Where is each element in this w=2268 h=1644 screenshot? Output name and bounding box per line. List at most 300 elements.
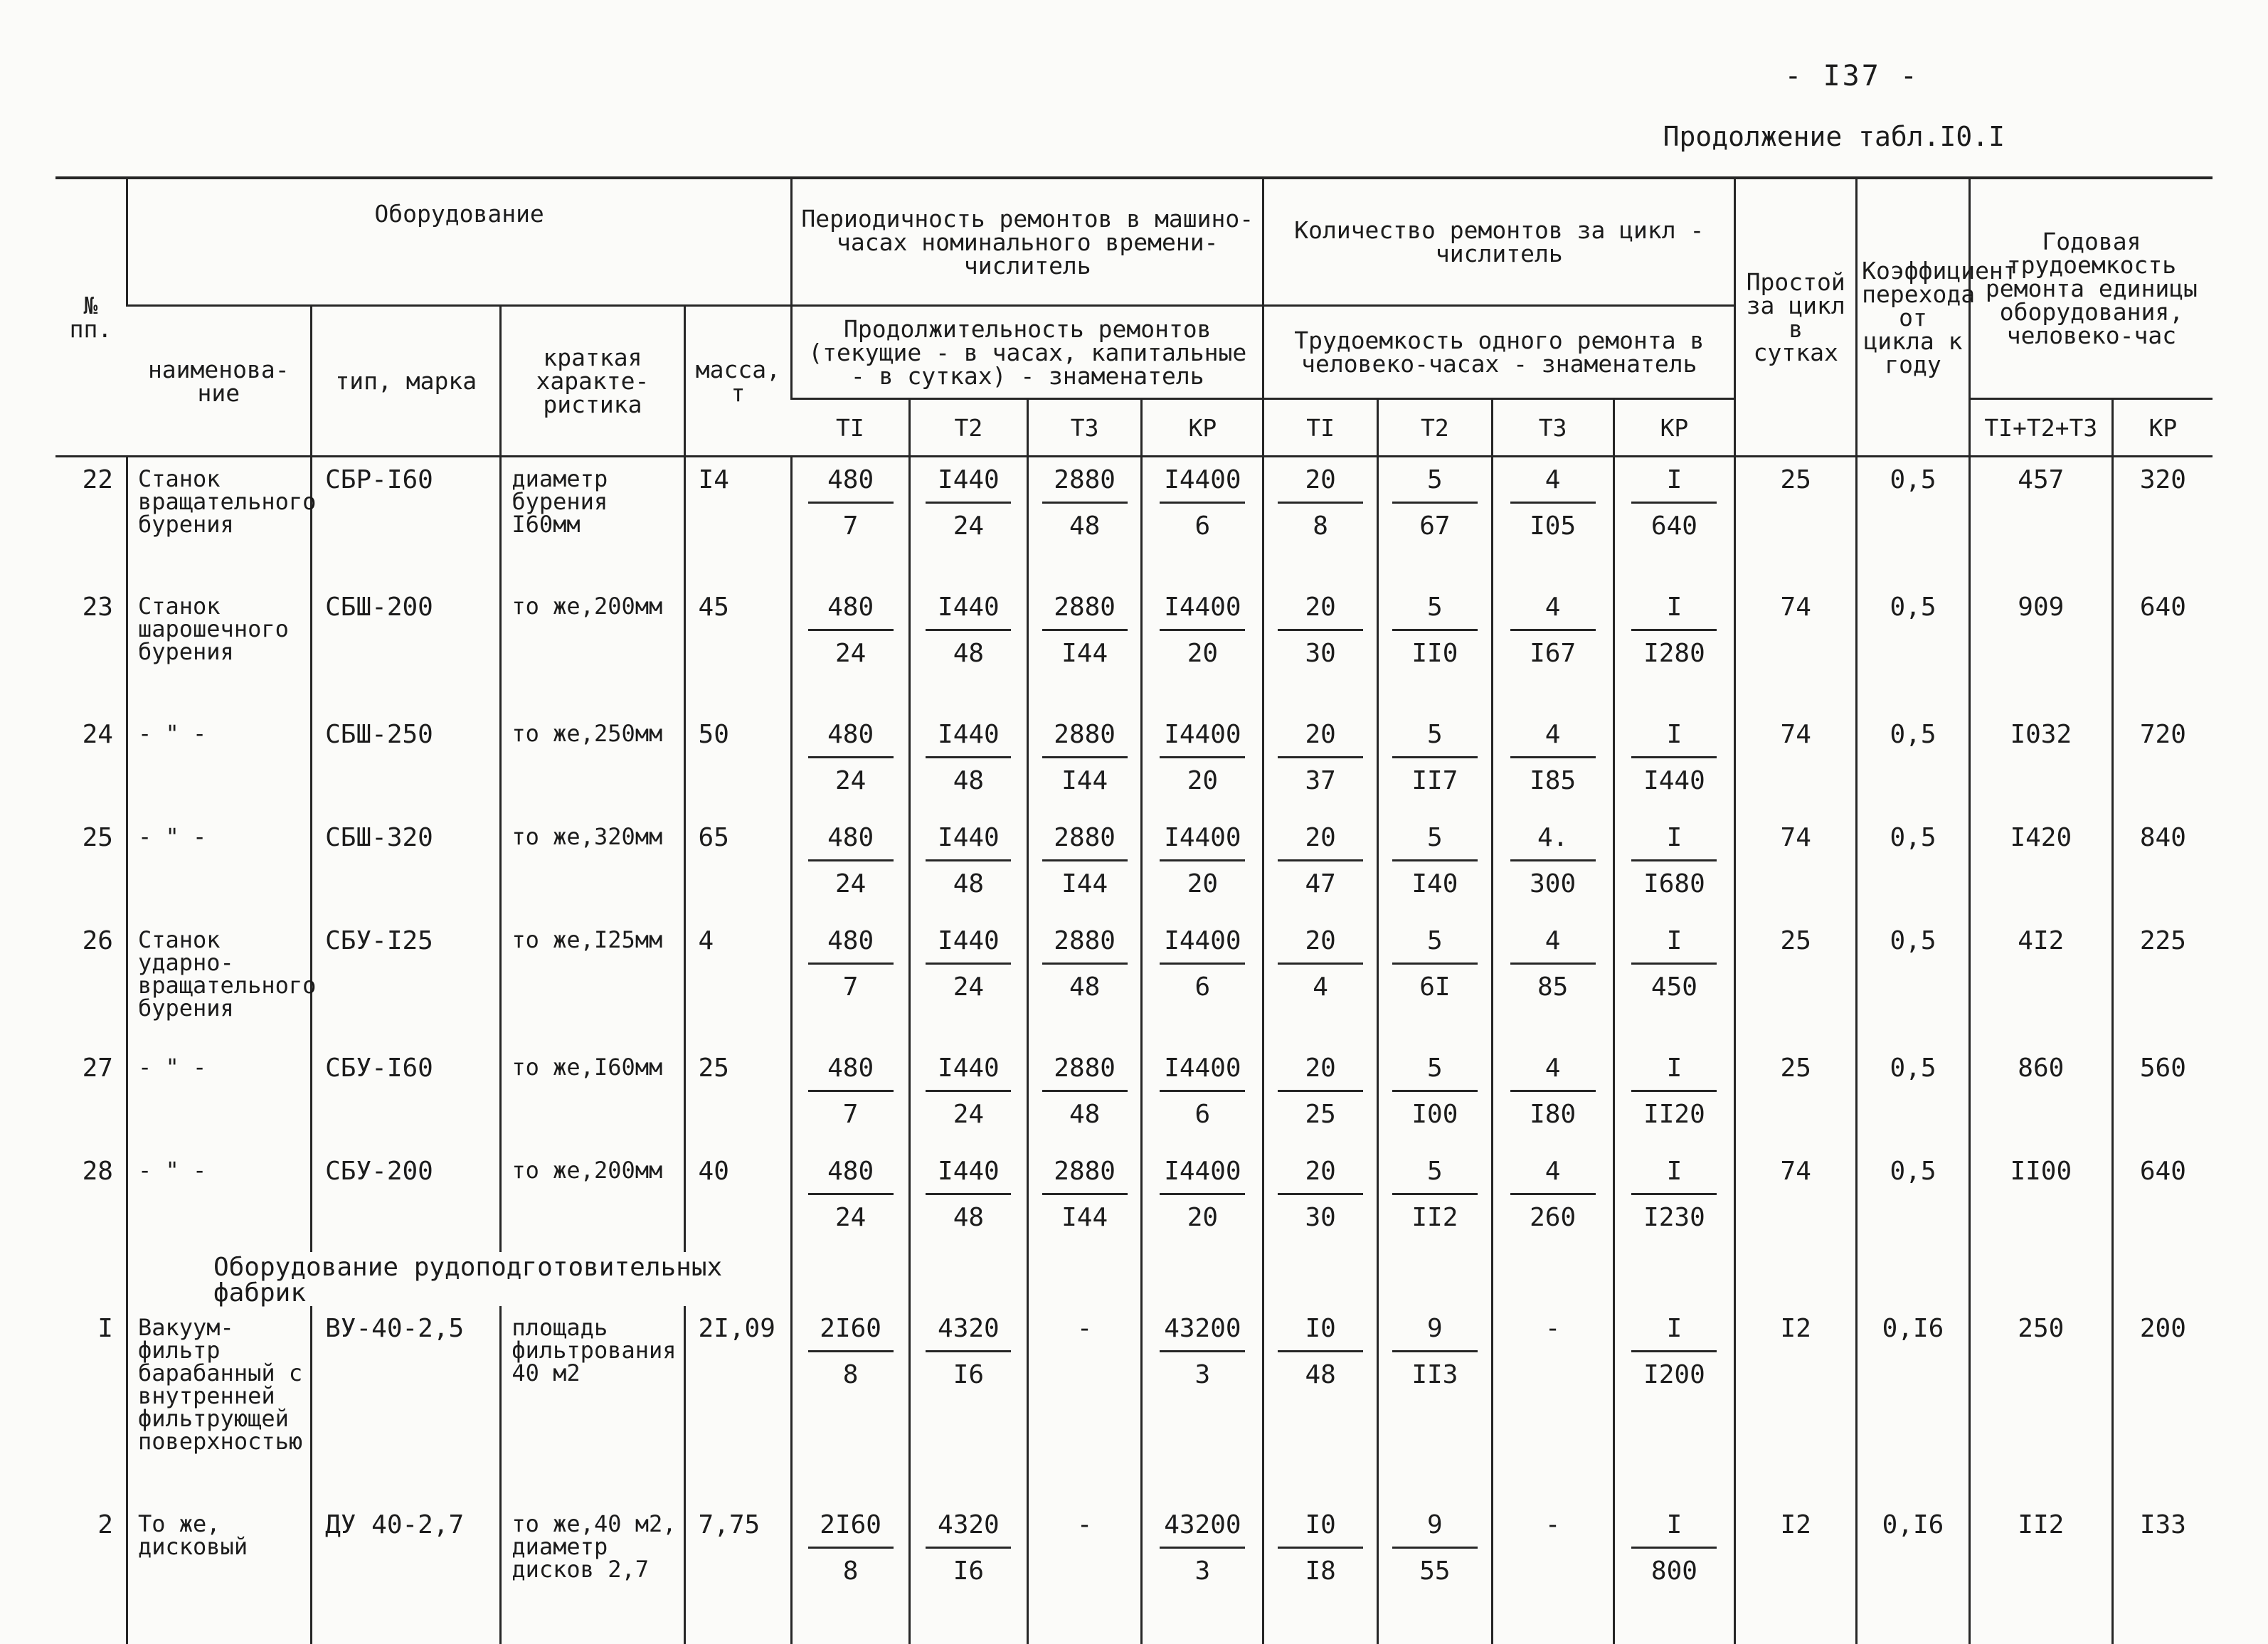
fraction-numerator: 2I60 (793, 1316, 908, 1342)
fraction-denominator: 55 (1379, 1559, 1491, 1584)
count-labor-cell (1263, 1149, 1378, 1252)
fraction-denominator: 800 (1615, 1559, 1734, 1584)
fraction-numerator: 4320 (911, 1316, 1027, 1342)
count-labor-cell (1263, 712, 1378, 815)
fraction-bar (1042, 756, 1128, 758)
fraction-bar (1278, 1547, 1363, 1549)
fraction-denominator: I44 (1029, 768, 1141, 794)
fraction-denominator: 25 (1264, 1102, 1377, 1128)
periodicity-cell (1027, 585, 1142, 712)
continuation-label: Продолжение табл.I0.I (1663, 121, 2005, 152)
fraction-numerator: I4400 (1143, 1159, 1262, 1184)
fraction-bar (1631, 859, 1717, 861)
header-annual: Годовая трудоемкость ремонта единицы оборудования, человеко-час (1969, 178, 2213, 399)
fraction-denominator: 4 (1264, 975, 1377, 1000)
fraction-numerator: 2880 (1029, 928, 1141, 954)
fraction-bar (926, 859, 1011, 861)
count-labor-cell (1492, 1149, 1613, 1252)
count-labor-cell (1263, 585, 1378, 712)
equipment-mass: 65 (684, 815, 792, 918)
count-labor-cell (1613, 1046, 1735, 1149)
count-labor-cell (1263, 1046, 1378, 1149)
fraction-numerator: 4 (1493, 1159, 1613, 1184)
fraction-numerator: 2880 (1029, 467, 1141, 493)
table-row (55, 918, 2213, 1046)
fraction-denominator: 8 (793, 1559, 908, 1584)
fraction-numerator: 480 (793, 825, 908, 851)
periodicity-cell (1142, 1149, 1263, 1252)
fraction-numerator: I4400 (1143, 722, 1262, 748)
fraction-numerator: 5 (1379, 595, 1491, 620)
periodicity-cell (1027, 918, 1142, 1046)
fraction-denominator: 48 (911, 871, 1027, 897)
periodicity-cell (792, 918, 910, 1046)
downtime-value: 74 (1735, 1149, 1857, 1252)
count-labor-cell (1378, 457, 1493, 585)
header-kr-annual: КР (2112, 399, 2213, 457)
fraction-denominator: 3 (1143, 1559, 1262, 1584)
periodicity-cell (792, 1306, 910, 1502)
count-labor-cell (1378, 1046, 1493, 1149)
periodicity-cell (910, 457, 1028, 585)
table-row (55, 815, 2213, 918)
fraction-denominator: I67 (1493, 641, 1613, 667)
equipment-characteristic: площадь фильтрования 40 м2 (501, 1306, 684, 1502)
annual-kr-value: 225 (2112, 918, 2213, 1046)
fraction-denominator: 24 (911, 1102, 1027, 1128)
equipment-type: СБУ-I60 (312, 1046, 501, 1149)
fraction-bar (1160, 629, 1245, 631)
row-number: I (55, 1306, 127, 1502)
fraction-denominator: 48 (911, 768, 1027, 794)
table-row (55, 1306, 2213, 1502)
section-empty (792, 1252, 910, 1306)
fraction-numerator: 9 (1379, 1512, 1491, 1538)
fraction-bar (1160, 859, 1245, 861)
fraction-numerator: 2880 (1029, 825, 1141, 851)
equipment-name: То же, дисковый (127, 1502, 311, 1644)
fraction-bar (808, 859, 894, 861)
header-periodicity: Периодичность ремонтов в машино-часах номинального времени-числитель (792, 178, 1263, 306)
section-empty (1027, 1252, 1142, 1306)
fraction-bar (1392, 859, 1478, 861)
downtime-value: I2 (1735, 1502, 1857, 1644)
section-spacer (55, 1252, 127, 1306)
table-row (55, 1046, 2213, 1149)
fraction-bar (1510, 962, 1596, 965)
section-title: Оборудование рудоподготовительных фабрик (127, 1252, 791, 1306)
periodicity-cell (792, 585, 910, 712)
header-count: Количество ремонтов за цикл - числитель (1263, 178, 1735, 306)
fraction-denominator: II20 (1615, 1102, 1734, 1128)
row-number: 26 (55, 918, 127, 1046)
periodicity-cell (1142, 457, 1263, 585)
periodicity-cell (1027, 815, 1142, 918)
fraction-numerator: I4400 (1143, 825, 1262, 851)
count-labor-cell (1492, 585, 1613, 712)
fraction-numerator: I (1615, 722, 1734, 748)
header-krb: КР (1613, 399, 1735, 457)
periodicity-cell (1142, 918, 1263, 1046)
annual-sum-value: 250 (1969, 1306, 2112, 1502)
fraction-numerator: - (1029, 1316, 1141, 1342)
fraction-numerator: I (1615, 1159, 1734, 1184)
equipment-characteristic: то же,I25мм (501, 918, 684, 1046)
count-labor-cell (1263, 1502, 1378, 1644)
fraction-numerator: 480 (793, 1056, 908, 1081)
downtime-value: 25 (1735, 457, 1857, 585)
periodicity-cell (1027, 1306, 1142, 1502)
fraction-numerator: 4 (1493, 722, 1613, 748)
fraction-bar (1278, 1090, 1363, 1092)
annual-kr-value: I33 (2112, 1502, 2213, 1644)
fraction-denominator: 7 (793, 975, 908, 1000)
fraction-numerator: I440 (911, 928, 1027, 954)
fraction-bar (1160, 502, 1245, 504)
count-labor-cell (1613, 1502, 1735, 1644)
section-empty (2112, 1252, 2213, 1306)
annual-kr-value: 640 (2112, 1149, 2213, 1252)
downtime-value: I2 (1735, 1306, 1857, 1502)
fraction-bar (1631, 1193, 1717, 1195)
count-labor-cell (1492, 1046, 1613, 1149)
annual-kr-value: 720 (2112, 712, 2213, 815)
fraction-bar (1160, 1193, 1245, 1195)
fraction-denominator: 7 (793, 514, 908, 539)
periodicity-cell (1027, 712, 1142, 815)
count-labor-cell (1378, 815, 1493, 918)
annual-kr-value: 200 (2112, 1306, 2213, 1502)
equipment-mass: 45 (684, 585, 792, 712)
table-body (55, 457, 2213, 1644)
equipment-type: СБР-I60 (312, 457, 501, 585)
row-number: 25 (55, 815, 127, 918)
header-t3b: T3 (1492, 399, 1613, 457)
fraction-denominator: 8 (793, 1362, 908, 1388)
annual-kr-value: 320 (2112, 457, 2213, 585)
header-mass: масса, т (684, 306, 792, 457)
count-labor-cell (1378, 1149, 1493, 1252)
fraction-numerator: I440 (911, 722, 1027, 748)
equipment-characteristic: то же,250мм (501, 712, 684, 815)
equipment-mass: 50 (684, 712, 792, 815)
fraction-denominator: 3 (1143, 1362, 1262, 1388)
fraction-denominator: I44 (1029, 1205, 1141, 1231)
fraction-denominator: 37 (1264, 768, 1377, 794)
fraction-numerator: I440 (911, 467, 1027, 493)
fraction-bar (1392, 1193, 1478, 1195)
periodicity-cell (1027, 1502, 1142, 1644)
fraction-denominator: 6I (1379, 975, 1491, 1000)
section-empty (1969, 1252, 2112, 1306)
page-number: - I37 - (1784, 60, 1919, 92)
fraction-numerator: 2880 (1029, 722, 1141, 748)
annual-sum-value: 457 (1969, 457, 2112, 585)
fraction-bar (1160, 1090, 1245, 1092)
periodicity-cell (1142, 1306, 1263, 1502)
row-number: 2 (55, 1502, 127, 1644)
count-labor-cell (1378, 1306, 1493, 1502)
fraction-bar (808, 1547, 894, 1549)
section-empty (1735, 1252, 1857, 1306)
fraction-denominator: 20 (1143, 871, 1262, 897)
annual-kr-value: 640 (2112, 585, 2213, 712)
fraction-denominator: 8 (1264, 514, 1377, 539)
count-labor-cell (1378, 1502, 1493, 1644)
fraction-bar (808, 1350, 894, 1352)
equipment-name: Вакуум-фильтр барабанный с внутренней фильтрующей поверхностью (127, 1306, 311, 1502)
periodicity-cell (1027, 457, 1142, 585)
fraction-numerator: I440 (911, 1056, 1027, 1081)
table-row (55, 712, 2213, 815)
count-labor-cell (1492, 1306, 1613, 1502)
count-labor-cell (1263, 918, 1378, 1046)
fraction-numerator: 20 (1264, 928, 1377, 954)
fraction-numerator: I4400 (1143, 1056, 1262, 1081)
equipment-characteristic: то же,40 м2, диаметр дисков 2,7 (501, 1502, 684, 1644)
fraction-denominator: 24 (793, 768, 908, 794)
fraction-bar (1392, 1547, 1478, 1549)
periodicity-cell (792, 1502, 910, 1644)
periodicity-cell (910, 1306, 1028, 1502)
section-empty (1142, 1252, 1263, 1306)
fraction-numerator: I440 (911, 595, 1027, 620)
fraction-bar (1160, 1547, 1245, 1549)
fraction-numerator: 20 (1264, 595, 1377, 620)
row-number: 24 (55, 712, 127, 815)
annual-sum-value: 909 (1969, 585, 2112, 712)
fraction-numerator: 20 (1264, 722, 1377, 748)
fraction-denominator: II2 (1379, 1205, 1491, 1231)
repair-table (55, 176, 2213, 1644)
fraction-numerator: I4400 (1143, 467, 1262, 493)
fraction-denominator: I40 (1379, 871, 1491, 897)
fraction-numerator: 5 (1379, 467, 1491, 493)
row-number: 23 (55, 585, 127, 712)
fraction-numerator: I (1615, 928, 1734, 954)
coef-value: 0,5 (1857, 712, 1970, 815)
periodicity-cell (910, 1046, 1028, 1149)
fraction-denominator: 6 (1143, 975, 1262, 1000)
equipment-type: ДУ 40-2,7 (312, 1502, 501, 1644)
header-t1b: TI (1263, 399, 1378, 457)
equipment-mass: 25 (684, 1046, 792, 1149)
fraction-bar (1042, 962, 1128, 965)
fraction-denominator: 24 (911, 975, 1027, 1000)
fraction-denominator: 20 (1143, 641, 1262, 667)
fraction-numerator: 2880 (1029, 1159, 1141, 1184)
header-duration: Продолжительность ремонтов (текущие - в часах, капитальные - в сутках) - знаменатель (792, 306, 1263, 399)
fraction-denominator: 85 (1493, 975, 1613, 1000)
fraction-bar (808, 756, 894, 758)
fraction-denominator: 48 (911, 641, 1027, 667)
fraction-bar (1631, 629, 1717, 631)
periodicity-cell (1142, 712, 1263, 815)
fraction-bar (808, 502, 894, 504)
equipment-characteristic: то же,I60мм (501, 1046, 684, 1149)
section-empty (1263, 1252, 1378, 1306)
fraction-bar (926, 502, 1011, 504)
fraction-denominator: 48 (1029, 1102, 1141, 1128)
coef-value: 0,I6 (1857, 1306, 1970, 1502)
header-kr: КР (1142, 399, 1263, 457)
fraction-denominator: I680 (1615, 871, 1734, 897)
periodicity-cell (792, 457, 910, 585)
count-labor-cell (1492, 712, 1613, 815)
count-labor-cell (1492, 918, 1613, 1046)
header-equipment: Оборудование (127, 178, 791, 306)
header-num: № пп. (55, 178, 127, 457)
equipment-type: ВУ-40-2,5 (312, 1306, 501, 1502)
fraction-bar (1392, 962, 1478, 965)
section-empty (910, 1252, 1028, 1306)
fraction-denominator: 24 (793, 641, 908, 667)
fraction-bar (1392, 756, 1478, 758)
fraction-numerator: 5 (1379, 1159, 1491, 1184)
fraction-bar (1631, 1547, 1717, 1549)
fraction-bar (808, 962, 894, 965)
fraction-bar (1631, 756, 1717, 758)
fraction-denominator: 6 (1143, 514, 1262, 539)
row-number: 28 (55, 1149, 127, 1252)
header-name: наименова-ние (127, 306, 311, 457)
fraction-denominator: I6 (911, 1559, 1027, 1584)
fraction-denominator: I44 (1029, 641, 1141, 667)
fraction-bar (808, 629, 894, 631)
fraction-bar (1278, 629, 1363, 631)
header-labor-one: Трудоемкость одного ремонта в человеко-часах - знаменатель (1263, 306, 1735, 399)
section-empty (1492, 1252, 1613, 1306)
periodicity-cell (1142, 1502, 1263, 1644)
coef-value: 0,5 (1857, 1149, 1970, 1252)
fraction-bar (1160, 962, 1245, 965)
equipment-mass: 4 (684, 918, 792, 1046)
header-t3: T3 (1027, 399, 1142, 457)
fraction-numerator: 480 (793, 722, 908, 748)
fraction-bar (808, 1090, 894, 1092)
fraction-bar (1278, 756, 1363, 758)
fraction-numerator: 480 (793, 595, 908, 620)
fraction-denominator: 7 (793, 1102, 908, 1128)
downtime-value: 25 (1735, 1046, 1857, 1149)
fraction-denominator: I44 (1029, 871, 1141, 897)
fraction-denominator: II7 (1379, 768, 1491, 794)
fraction-bar (1392, 502, 1478, 504)
fraction-denominator: 48 (911, 1205, 1027, 1231)
fraction-bar (1631, 962, 1717, 965)
fraction-denominator: 20 (1143, 768, 1262, 794)
fraction-bar (1510, 859, 1596, 861)
periodicity-cell (910, 918, 1028, 1046)
equipment-name: - " - (127, 1149, 311, 1252)
fraction-numerator: I (1615, 1316, 1734, 1342)
fraction-denominator: 24 (911, 514, 1027, 539)
fraction-denominator: I00 (1379, 1102, 1491, 1128)
fraction-numerator: 2I60 (793, 1512, 908, 1538)
fraction-numerator: 20 (1264, 1056, 1377, 1081)
equipment-mass: 7,75 (684, 1502, 792, 1644)
equipment-name: Станок шарошечного бурения (127, 585, 311, 712)
fraction-denominator: II3 (1379, 1362, 1491, 1388)
fraction-bar (926, 1547, 1011, 1549)
equipment-type: СБШ-250 (312, 712, 501, 815)
count-labor-cell (1263, 457, 1378, 585)
fraction-bar (1042, 859, 1128, 861)
periodicity-cell (1027, 1149, 1142, 1252)
fraction-numerator: I4400 (1143, 595, 1262, 620)
annual-sum-value: II00 (1969, 1149, 2112, 1252)
annual-kr-value: 560 (2112, 1046, 2213, 1149)
fraction-bar (1042, 502, 1128, 504)
header-coef: Коэффициент перехода от цикла к году (1857, 178, 1970, 457)
downtime-value: 74 (1735, 712, 1857, 815)
fraction-bar (926, 962, 1011, 965)
fraction-denominator: I05 (1493, 514, 1613, 539)
periodicity-cell (1142, 1046, 1263, 1149)
fraction-denominator: 20 (1143, 1205, 1262, 1231)
fraction-numerator: 4. (1493, 825, 1613, 851)
fraction-denominator: 48 (1029, 975, 1141, 1000)
header-type: тип, марка (312, 306, 501, 457)
fraction-bar (1510, 1090, 1596, 1092)
header-downtime: Простой за цикл в сутках (1735, 178, 1857, 457)
fraction-bar (926, 629, 1011, 631)
fraction-numerator: I (1615, 825, 1734, 851)
coef-value: 0,5 (1857, 815, 1970, 918)
fraction-bar (1278, 502, 1363, 504)
fraction-bar (808, 1193, 894, 1195)
fraction-numerator: 43200 (1143, 1316, 1262, 1342)
fraction-numerator: I (1615, 1512, 1734, 1538)
equipment-type: СБШ-320 (312, 815, 501, 918)
fraction-bar (926, 1090, 1011, 1092)
periodicity-cell (910, 815, 1028, 918)
fraction-numerator: 2880 (1029, 1056, 1141, 1081)
table-row (55, 585, 2213, 712)
section-row (55, 1252, 2213, 1306)
equipment-characteristic: то же,320мм (501, 815, 684, 918)
count-labor-cell (1613, 585, 1735, 712)
fraction-numerator: I0 (1264, 1316, 1377, 1342)
fraction-numerator: - (1493, 1512, 1613, 1538)
periodicity-cell (792, 815, 910, 918)
periodicity-cell (792, 1046, 910, 1149)
fraction-bar (926, 1193, 1011, 1195)
equipment-type: СБУ-200 (312, 1149, 501, 1252)
fraction-bar (1042, 629, 1128, 631)
fraction-bar (1278, 962, 1363, 965)
fraction-denominator: 47 (1264, 871, 1377, 897)
fraction-denominator: 30 (1264, 641, 1377, 667)
coef-value: 0,5 (1857, 585, 1970, 712)
equipment-name: Станок ударно-вращательного бурения (127, 918, 311, 1046)
section-empty (1378, 1252, 1493, 1306)
fraction-bar (1392, 629, 1478, 631)
fraction-denominator: 48 (1029, 514, 1141, 539)
fraction-numerator: 9 (1379, 1316, 1491, 1342)
fraction-numerator: 20 (1264, 1159, 1377, 1184)
count-labor-cell (1613, 712, 1735, 815)
fraction-numerator: 4 (1493, 928, 1613, 954)
equipment-characteristic: то же,200мм (501, 585, 684, 712)
count-labor-cell (1613, 815, 1735, 918)
fraction-numerator: I4400 (1143, 928, 1262, 954)
table-row (55, 457, 2213, 585)
periodicity-cell (910, 1149, 1028, 1252)
fraction-numerator: 20 (1264, 467, 1377, 493)
fraction-numerator: - (1493, 1316, 1613, 1342)
annual-sum-value: I032 (1969, 712, 2112, 815)
